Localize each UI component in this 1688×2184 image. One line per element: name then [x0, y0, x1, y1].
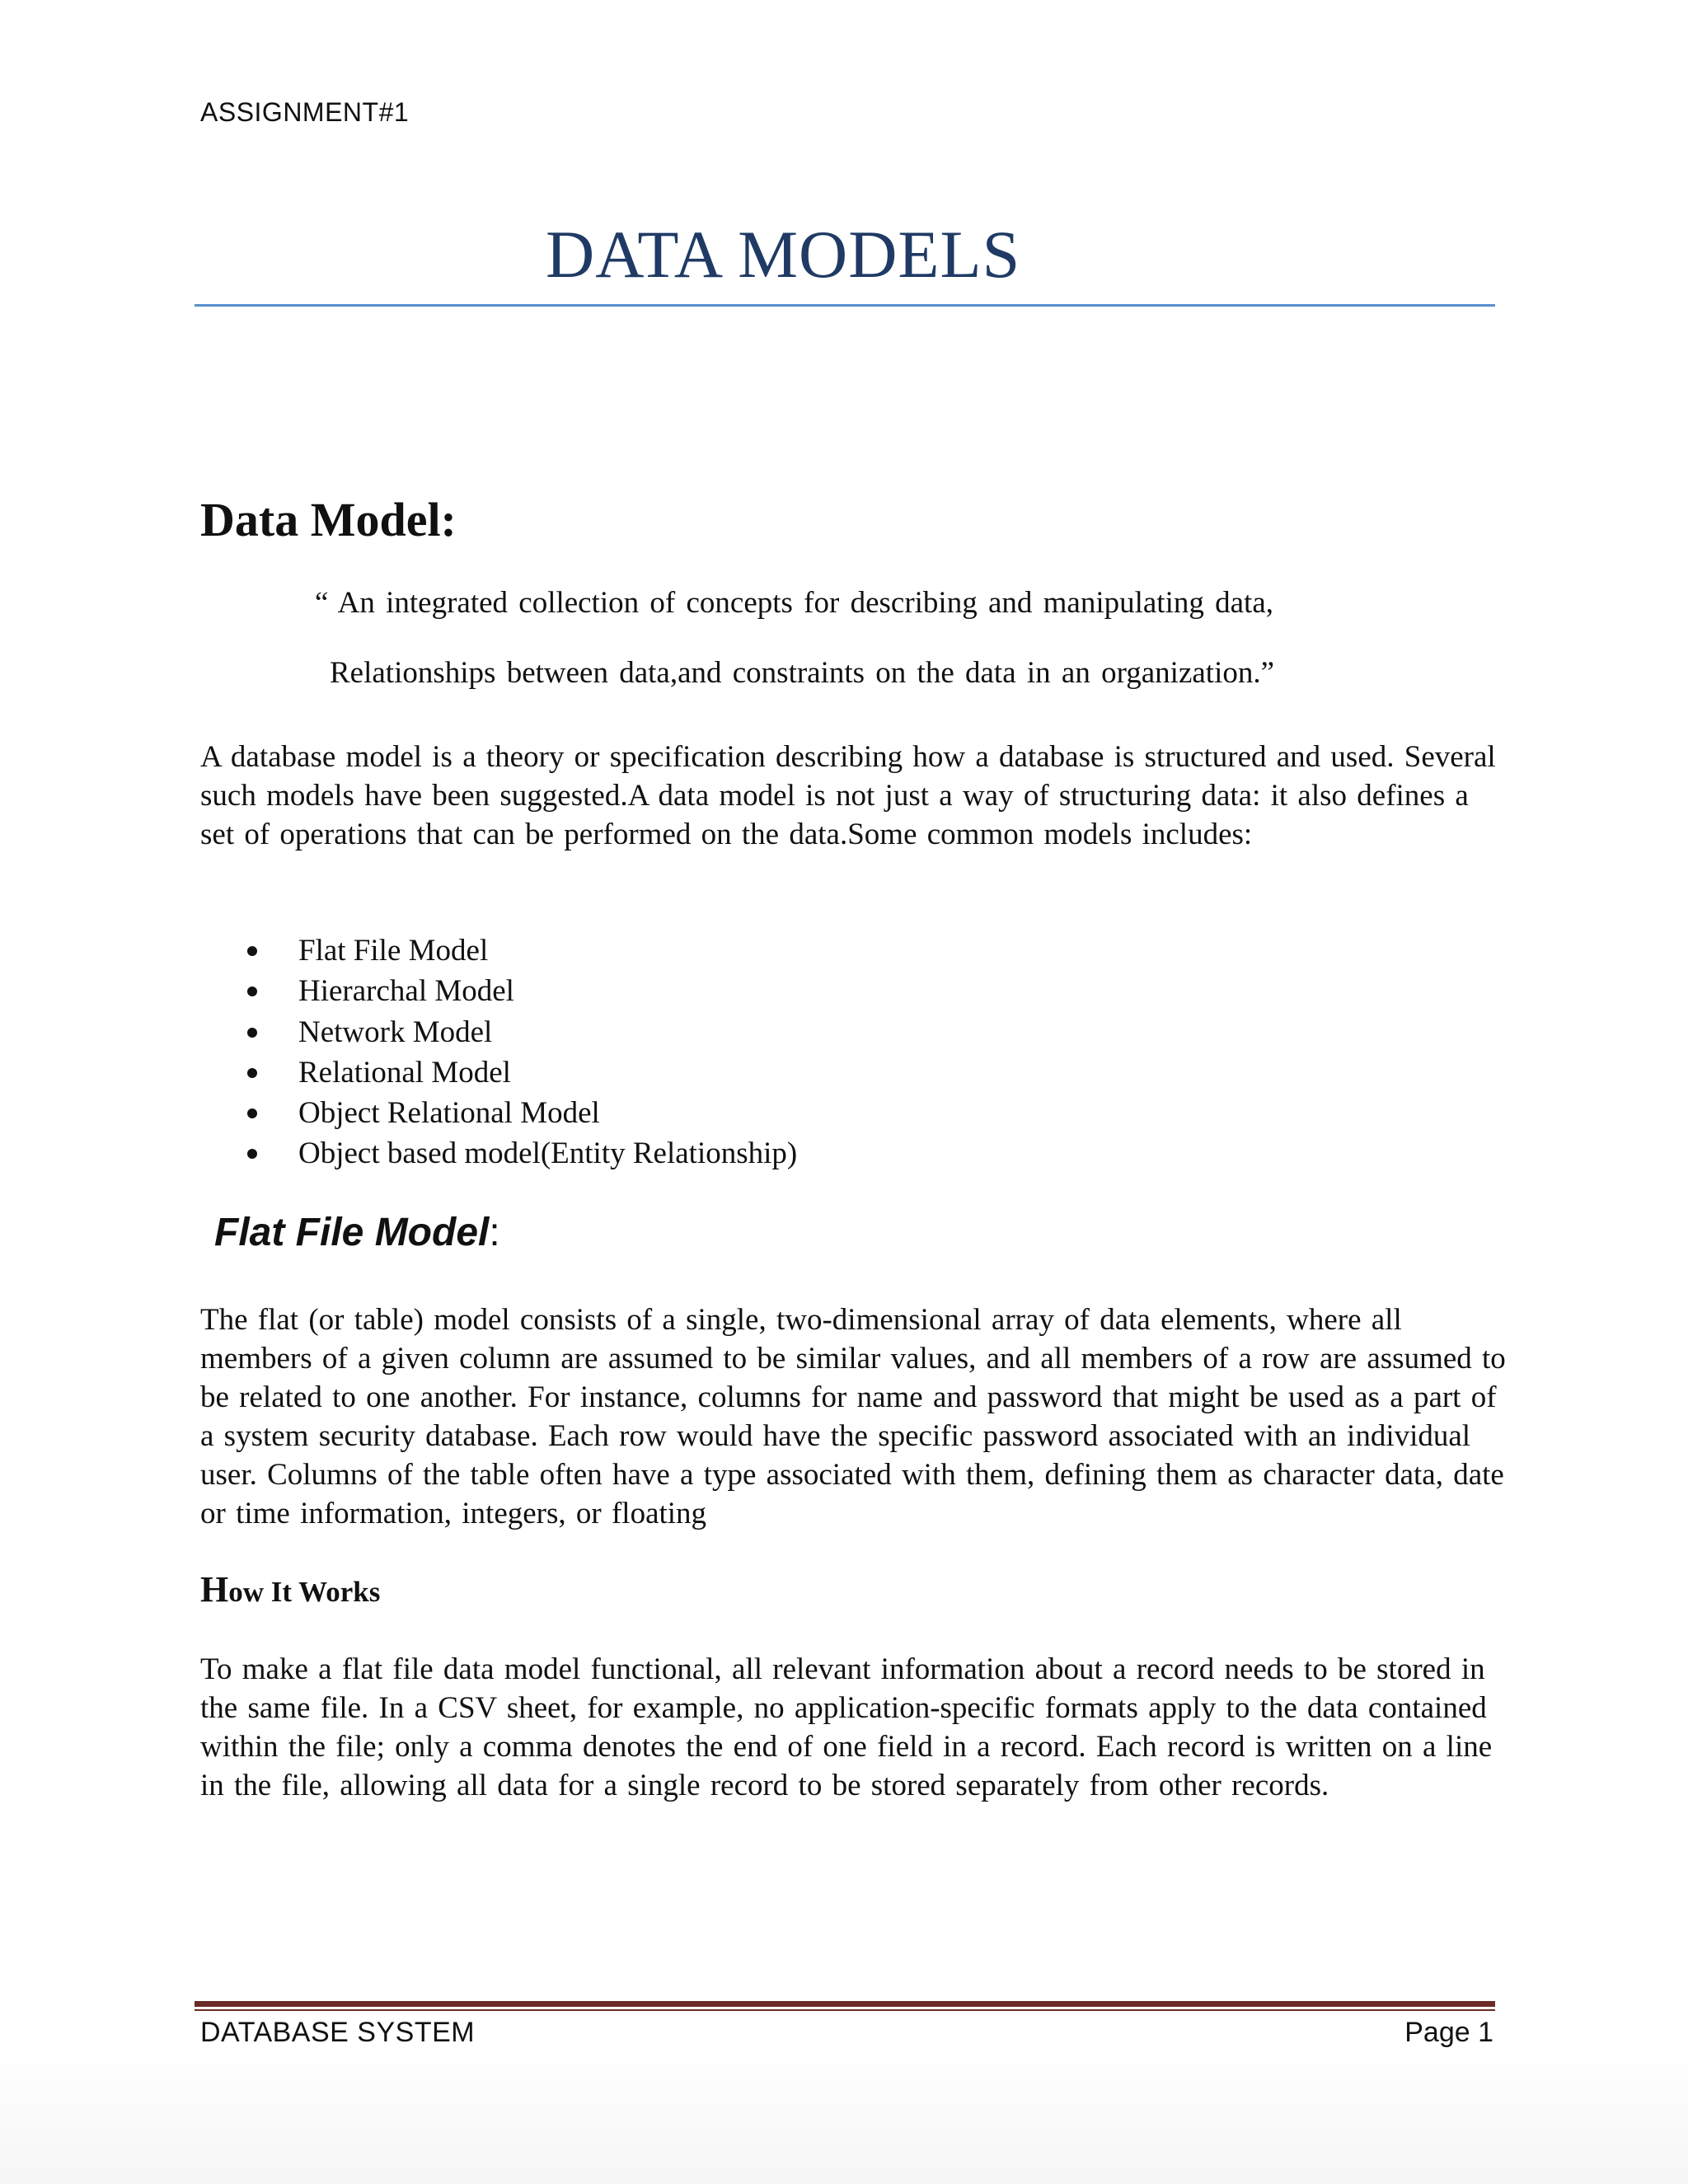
list-item — [247, 1052, 797, 1093]
footer-course-label: DATABASE SYSTEM — [200, 2017, 476, 2048]
how-it-works-paragraph: To make a flat file data model functional, all relevant information about a record needs to be stored in the same file. In a CSV sheet, for example, no application-specific formats apply to the data contained within the file; only a comma denotes the end of one field in a record. Each record is written on a line in the file, allowing all data for a single record to be stored separately from other records. — [200, 1652, 1493, 1802]
list-item-label: Hierarchal Model — [298, 974, 514, 1009]
footer-rule — [195, 2001, 1495, 2007]
bullet-icon — [247, 1108, 257, 1118]
data-model-paragraph: A database model is a theory or specification describing how a database is structured and used. Several such models have been suggested.A data model is not just a way of structuring data: it also defines a set of operations that can be performed on the data.Some common models includes: — [200, 740, 1496, 851]
bullet-icon — [247, 1068, 257, 1078]
list-item — [247, 1093, 797, 1133]
footer-page-number: Page 1 — [1404, 2017, 1493, 2048]
list-item — [247, 971, 797, 1011]
list-item-label: Flat File Model — [298, 934, 489, 968]
list-item-label: Object Relational Model — [298, 1096, 600, 1131]
list-item-label: Network Model — [298, 1015, 493, 1049]
data-model-heading: Data Model: — [200, 493, 457, 546]
header-label: ASSIGNMENT#1 — [200, 97, 410, 127]
list-item — [247, 1012, 797, 1052]
bullet-icon — [247, 946, 257, 956]
bullet-icon — [247, 987, 257, 996]
title-underline — [195, 304, 1495, 307]
definition-quote-line-1: “ An integrated collection of concepts for describing and manipulating data, — [315, 586, 1273, 620]
list-item-label: Relational Model — [298, 1055, 511, 1090]
flat-file-heading — [214, 1210, 500, 1255]
how-it-works-rest: ow It Works — [228, 1576, 381, 1608]
flat-file-paragraph: The flat (or table) model consists of a single, two-dimensional array of data elements, where all members of a given column are assumed to be similar values, and all members of a row are assumed to be related to one another. For instance, columns for name and password that might be used as a part of a system security database. Each row would have the specific password associated with an individual user. Columns of the table often have a type associated with them, defining them as character data, date or time information, integers, or floating — [200, 1303, 1506, 1530]
flat-file-heading-colon: : — [489, 1211, 500, 1254]
definition-quote-line-2: Relationships between data,and constraints on the data in an organization.” — [330, 656, 1275, 690]
flat-file-heading-text: Flat File Model — [214, 1211, 490, 1254]
list-item-label: Object based model(Entity Relationship) — [298, 1137, 798, 1171]
footer-rule-thin — [195, 2009, 1495, 2011]
bullet-icon — [247, 1028, 257, 1038]
list-item — [247, 1133, 797, 1174]
how-it-works-heading — [200, 1568, 380, 1610]
bullet-icon — [247, 1149, 257, 1159]
list-item — [247, 930, 797, 971]
document-title: DATA MODELS — [546, 217, 1021, 292]
page-bottom-shade — [0, 2044, 1688, 2184]
how-it-works-initial: H — [200, 1569, 229, 1610]
model-list — [247, 930, 797, 1174]
